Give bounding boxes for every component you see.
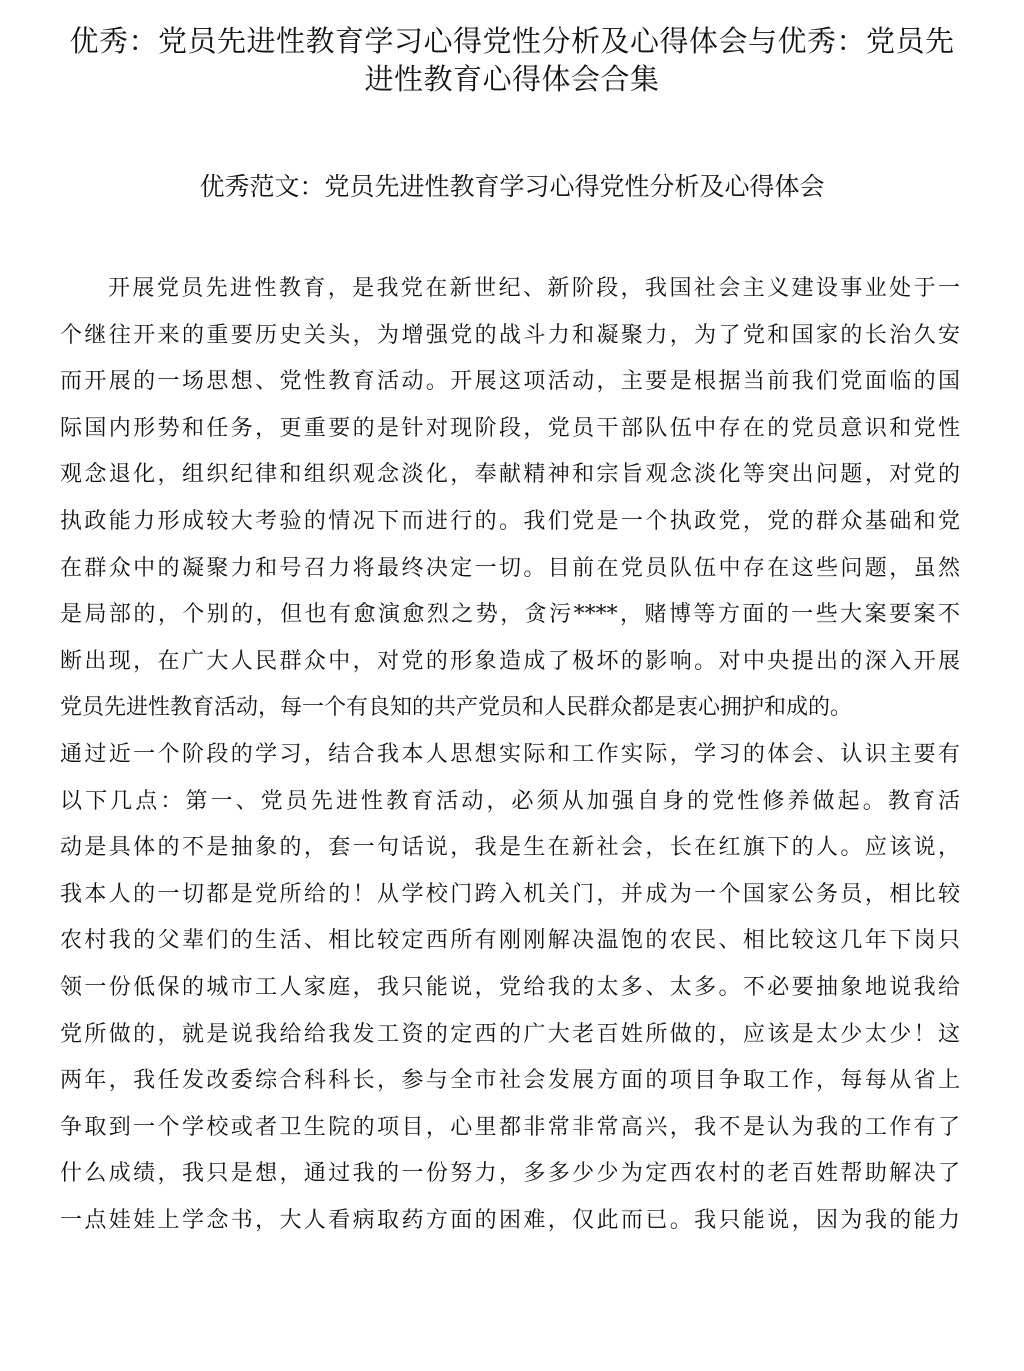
- text-line: 什么成绩，我只是想，通过我的一份努力，多多少少为定西农村的老百姓帮助解决了: [60, 1161, 960, 1187]
- text-line: 断出现，在广大人民群众中，对党的形象造成了极坏的影响。对中央提出的深入开展: [60, 648, 960, 674]
- text-line: 开展党员先进性教育，是我党在新世纪、新阶段，我国社会主义建设事业处于一: [108, 276, 960, 301]
- text-line: 在群众中的凝聚力和号召力将最终决定一切。目前在党员队伍中存在这些问题，虽然: [60, 555, 960, 581]
- text-line: 党所做的，就是说我给给我发工资的定西的广大老百姓所做的，应该是太少太少！这: [60, 1021, 960, 1047]
- text-line: 观念退化，组织纪律和组织观念淡化，奉献精神和宗旨观念淡化等突出问题，对党的: [60, 462, 960, 488]
- text-line: 领一份低保的城市工人家庭，我只能说，党给我的太多、太多。不必要抽象地说我给: [60, 974, 960, 1000]
- text-line: 而开展的一场思想、党性教育活动。开展这项活动，主要是根据当前我们党面临的国: [60, 369, 960, 395]
- text-line: 一点娃娃上学念书，大人看病取药方面的困难，仅此而已。我只能说，因为我的能力: [60, 1207, 960, 1233]
- section-title: 优秀范文：党员先进性教育学习心得党性分析及心得体会: [199, 172, 825, 201]
- text-line: 以下几点：第一、党员先进性教育活动，必须从加强自身的党性修养做起。教育活: [60, 788, 960, 814]
- document-title-line: 优秀：党员先进性教育学习心得党性分析及心得体会与优秀：党员先: [69, 24, 955, 58]
- text-line: 争取到一个学校或者卫生院的项目，心里都非常非常高兴，我不是认为我的工作有了: [60, 1114, 960, 1140]
- text-line: 党员先进性教育活动，每一个有良知的共产党员和人民群众都是衷心拥护和成的。: [60, 695, 853, 721]
- text-line: 个继往开来的重要历史关头，为增强党的战斗力和凝聚力，为了党和国家的长治久安: [60, 322, 960, 348]
- text-line: 动是具体的不是抽象的，套一句话说，我是生在新社会，长在红旗下的人。应该说，: [60, 835, 960, 861]
- body-text: [60, 266, 960, 1244]
- text-line: 两年，我任发改委综合科科长，参与全市社会发展方面的项目争取工作，每每从省上: [60, 1068, 960, 1094]
- text-line: 农村我的父辈们的生活、相比较定西所有刚刚解决温饱的农民、相比较这几年下岗只: [60, 928, 960, 954]
- text-line: 际国内形势和任务，更重要的是针对现阶段，党员干部队伍中存在的党员意识和党性: [60, 415, 960, 441]
- text-line: 我本人的一切都是党所给的！从学校门跨入机关门，并成为一个国家公务员，相比较: [60, 881, 960, 907]
- text-line: 通过近一个阶段的学习，结合我本人思想实际和工作实际，学习的体会、认识主要有: [60, 741, 960, 767]
- text-line: 执政能力形成较大考验的情况下而进行的。我们党是一个执政党，党的群众基础和党: [60, 508, 960, 534]
- document-title: [40, 22, 984, 98]
- document-title-line: 进性教育心得体会合集: [364, 62, 660, 96]
- text-line: 是局部的，个别的，但也有愈演愈烈之势，贪污****，赌博等方面的一些大案要案不: [60, 602, 960, 628]
